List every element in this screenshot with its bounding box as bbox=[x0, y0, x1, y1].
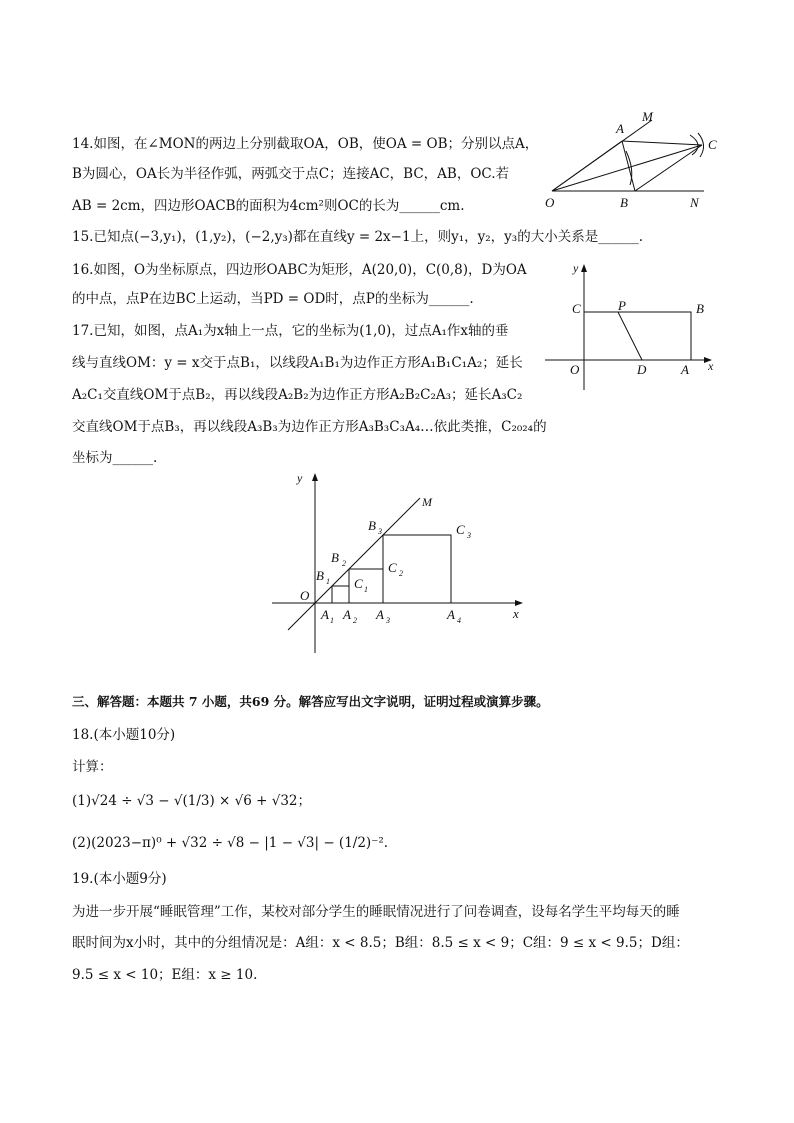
fig17-sub-a3: 3 bbox=[386, 616, 390, 625]
fig17-sub-c1: 1 bbox=[364, 585, 368, 594]
fig14-label-m: M bbox=[642, 109, 653, 124]
fig16-label-b: B bbox=[696, 301, 704, 316]
fig17-sub-a1: 1 bbox=[330, 616, 334, 625]
fig17-label-m: M bbox=[422, 495, 432, 509]
fig14-label-o: O bbox=[545, 195, 555, 210]
p16-line-1: 16.如图，O为坐标原点，四边形OABC为矩形，A(20,0)，C(0,8)，D为OA bbox=[72, 262, 527, 278]
p19-line-2: 眠时间为x小时，其中的分组情况是：A组：x < 8.5；B组：8.5 ≤ x < 9；C组：9 ≤ x < 9.5；D组： bbox=[72, 935, 689, 951]
fig17-sub-a2: 2 bbox=[353, 616, 357, 625]
fig17-sub-b2: 2 bbox=[342, 559, 346, 568]
p18-item-1: (1)√24 ÷ √3 − √(1/3) × √6 + √32； bbox=[72, 793, 312, 809]
fig17-label-a2: A bbox=[343, 607, 351, 622]
p17-line-1: 17.已知，如图，点A₁为x轴上一点，它的坐标为(1,0)，过点A₁作x轴的垂 bbox=[72, 323, 509, 339]
fig16-label-p: P bbox=[618, 298, 626, 313]
p18-header: 18.(本小题10分) bbox=[72, 727, 176, 743]
fig17-label-o: O bbox=[300, 588, 310, 603]
fig17-label-c3: C bbox=[456, 522, 465, 537]
fig14-label-b: B bbox=[620, 195, 628, 210]
fig17-label-a3: A bbox=[376, 607, 384, 622]
p16-line-2: 的中点，点P在边BC上运动，当PD = OD时，点P的坐标为______. bbox=[72, 291, 474, 307]
fig17-label-b1: B bbox=[316, 568, 324, 583]
fig17-label-b2: B bbox=[331, 550, 339, 565]
p19-line-3: 9.5 ≤ x < 10；E组：x ≥ 10. bbox=[72, 967, 258, 983]
fig17-sub-c3: 3 bbox=[467, 531, 471, 540]
p14-line-1: 14.如图，在∠MON的两边上分别截取OA，OB，使OA = OB；分别以点A， bbox=[72, 136, 539, 152]
p19-header: 19.(本小题9分) bbox=[72, 871, 167, 887]
fig17-label-a4: A bbox=[447, 607, 455, 622]
fig14-label-a: A bbox=[616, 121, 624, 136]
fig17-label-c2: C bbox=[388, 560, 397, 575]
fig17-sub-c2: 2 bbox=[399, 569, 403, 578]
p17-line-4: 交直线OM于点B₃，再以线段A₃B₃为边作正方形A₃B₃C₃A₄…依此类推，C₂₀₂₄的 bbox=[72, 419, 547, 435]
fig17-label-x: x bbox=[513, 606, 519, 621]
fig16-label-x: x bbox=[708, 359, 714, 373]
p19-line-1: 为进一步开展“睡眠管理”工作，某校对部分学生的睡眠情况进行了问卷调查，设每名学生平均每天的睡 bbox=[72, 904, 680, 920]
fig14-label-n: N bbox=[690, 195, 699, 210]
fig17-label-c1: C bbox=[354, 576, 363, 591]
fig16-label-d: D bbox=[637, 362, 647, 377]
p18-item-2: (2)(2023−π)⁰ + √32 ÷ √8 − |1 − √3| − (1/2)⁻². bbox=[72, 835, 389, 851]
fig16-label-o: O bbox=[570, 362, 580, 377]
p17-line-3: A₂C₁交直线OM于点B₂，再以线段A₂B₂为边作正方形A₂B₂C₂A₃；延长A₃C₂ bbox=[72, 387, 523, 403]
p15-line-1: 15.已知点(−3,y₁)，(1,y₂)，(−2,y₃)都在直线y = 2x−1上，则y₁，y₂，y₃的大小关系是______. bbox=[72, 229, 643, 245]
p14-line-2: B为圆心，OA长为半径作弧，两弧交于点C；连接AC，BC，AB，OC.若 bbox=[72, 166, 510, 182]
fig17-sub-b3: 3 bbox=[378, 527, 382, 536]
figure-14-angle-construction bbox=[540, 105, 720, 210]
fig14-label-c: C bbox=[708, 137, 717, 152]
fig16-label-a: A bbox=[681, 362, 689, 377]
figure-17-squares bbox=[268, 468, 528, 658]
section-3-heading: 三、解答题：本题共 7 小题，共69 分。解答应写出文字说明，证明过程或演算步骤。 bbox=[72, 694, 549, 709]
fig17-label-y: y bbox=[297, 471, 303, 485]
p17-line-2: 线与直线OM：y = x交于点B₁，以线段A₁B₁为边作正方形A₁B₁C₁A₂；延长 bbox=[72, 355, 523, 371]
fig16-label-y: y bbox=[573, 261, 579, 275]
fig17-label-b3: B bbox=[368, 518, 376, 533]
fig17-label-a1: A bbox=[321, 607, 329, 622]
figure-16-rectangle bbox=[540, 258, 720, 393]
p14-line-3: AB = 2cm，四边形OACB的面积为4cm²则OC的长为______cm. bbox=[72, 198, 465, 214]
p17-line-5: 坐标为______. bbox=[72, 450, 158, 466]
fig16-label-c: C bbox=[572, 301, 581, 316]
fig17-sub-a4: 4 bbox=[457, 616, 461, 625]
fig17-sub-b1: 1 bbox=[326, 577, 330, 586]
p18-intro: 计算： bbox=[72, 759, 113, 775]
